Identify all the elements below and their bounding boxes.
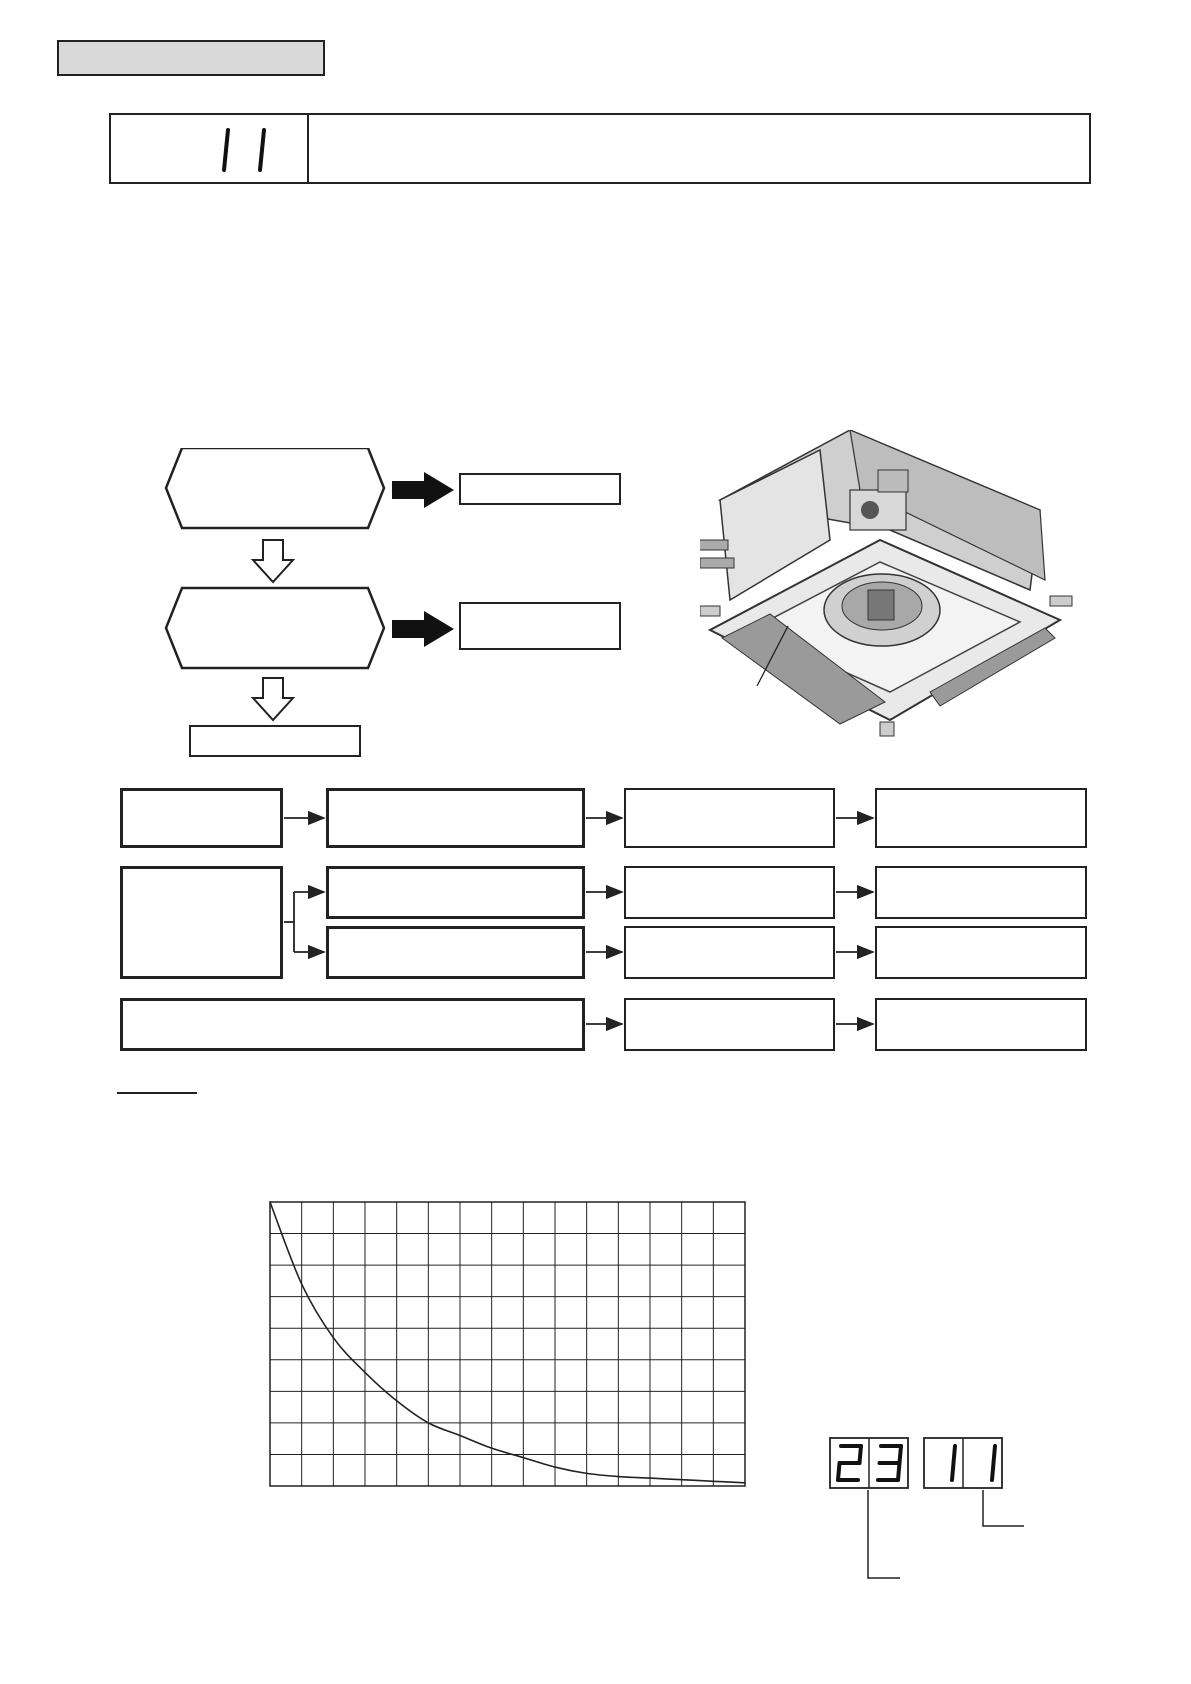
flow-arrow-down-1 <box>253 540 293 582</box>
chart-point-0-0 <box>269 1201 271 1203</box>
note-heading-underline <box>117 1092 197 1094</box>
chart-point-0-14 <box>713 1480 715 1482</box>
remote-display-illustration <box>828 1436 1068 1596</box>
chart-series <box>269 1201 746 1483</box>
indoor-unit-illustration <box>700 430 1080 750</box>
remote-right-digit-0-segment-b <box>954 1446 956 1463</box>
chart-point-0-4 <box>396 1400 398 1402</box>
flow-arrow-right-1 <box>392 472 454 508</box>
process-action-box-2a <box>875 866 1087 919</box>
chart-point-0-5 <box>428 1422 430 1424</box>
flow-arrow-right-2 <box>392 611 454 647</box>
chart-point-0-9 <box>554 1466 556 1468</box>
process-action-box-1 <box>875 788 1087 848</box>
chart-point-0-11 <box>618 1476 620 1478</box>
chart-point-0-1 <box>301 1283 303 1285</box>
remote-left-digit-1-segment-b <box>900 1446 902 1463</box>
flow-result-3 <box>190 726 360 756</box>
error-code-digits <box>224 130 264 170</box>
error-code-divider <box>307 113 309 184</box>
flow-result-1 <box>460 474 620 504</box>
thermistor-characteristic-chart <box>268 1200 748 1490</box>
remote-right-digit-1-segment-c <box>992 1463 994 1480</box>
process-arrows <box>280 780 880 1060</box>
error-code-digit-0-segment-b <box>226 130 228 150</box>
flow-decision-2 <box>166 588 384 668</box>
flow-arrow-down-2 <box>253 678 293 720</box>
process-action-box-2b <box>875 926 1087 979</box>
chart-point-0-7 <box>491 1447 493 1449</box>
chart-point-0-6 <box>459 1435 461 1437</box>
error-code-digit-1-segment-b <box>262 130 264 150</box>
remote-left-digit-0-segment-e <box>838 1463 840 1480</box>
flow-decision-1 <box>166 448 384 528</box>
section-header-tab <box>57 40 325 76</box>
check-flowchart <box>160 448 640 758</box>
remote-right-digit-0-segment-c <box>952 1463 954 1480</box>
chart-point-0-3 <box>364 1372 366 1374</box>
chart-frame <box>270 1202 745 1486</box>
chart-point-0-15 <box>744 1482 746 1484</box>
chart-point-0-10 <box>586 1473 588 1475</box>
remote-left-digit-1-segment-c <box>898 1463 900 1480</box>
process-action-box-3 <box>875 998 1087 1051</box>
remote-left-digit-0-segment-b <box>860 1446 862 1463</box>
callout-left-code <box>868 1490 900 1578</box>
error-code-display <box>110 114 306 183</box>
error-code-digit-1-segment-c <box>260 150 262 170</box>
chart-series-line-0 <box>270 1202 745 1483</box>
process-cause-box-1 <box>120 788 283 848</box>
callout-right-code <box>983 1490 1024 1526</box>
chart-point-0-8 <box>523 1457 525 1459</box>
chart-point-0-13 <box>681 1479 683 1481</box>
chart-point-0-12 <box>649 1477 651 1479</box>
process-cause-box-2 <box>120 866 283 979</box>
chart-point-0-2 <box>333 1337 335 1339</box>
flow-result-2 <box>460 603 620 649</box>
error-code-digit-0-segment-c <box>224 150 226 170</box>
remote-right-digit-1-segment-b <box>994 1446 996 1463</box>
chart-grid <box>270 1202 745 1486</box>
